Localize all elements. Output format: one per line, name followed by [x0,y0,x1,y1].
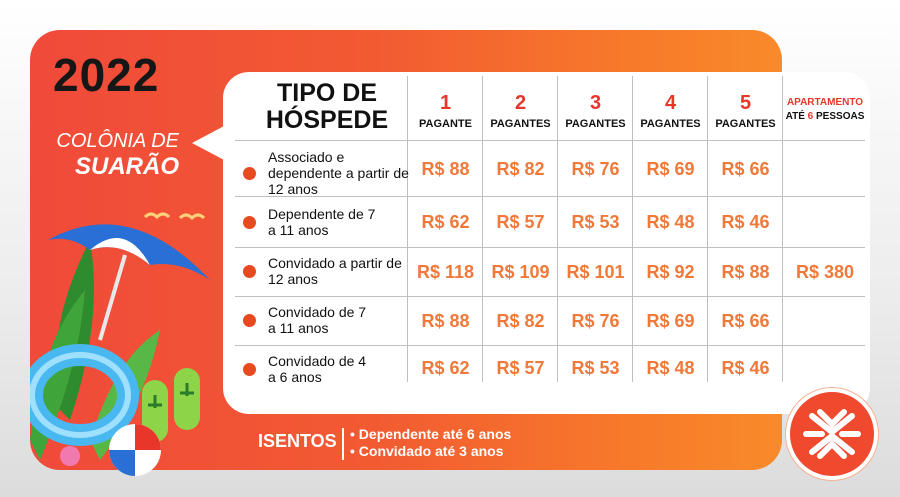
table-row-label [243,353,368,385]
price-cell: R$ 101 [566,262,625,282]
isentos-divider [342,428,344,460]
row-divider [235,140,865,141]
table-row-label [243,255,403,287]
row-divider [235,345,865,346]
price-cell: R$ 66 [721,311,770,331]
price-cell: R$ 76 [571,311,620,331]
price-cell: R$ 53 [571,358,620,378]
row-divider [235,296,865,297]
price-cell: R$ 48 [646,358,695,378]
price-cell: R$ 62 [421,358,470,378]
apartment-pre: ATÉ [785,111,808,122]
place-line2: SUARÃO [74,153,179,180]
seagull-icon [180,215,204,218]
bullet-icon [243,314,256,327]
umbrella-icon [48,224,210,280]
seagull-icon [145,214,169,217]
row-divider [235,247,865,248]
col-header-apartment [783,96,867,124]
logo-mark-icon [790,392,874,476]
price-cell: R$ 82 [496,159,545,179]
col-label: PAGANTES [490,118,551,130]
apartment-num: 6 [807,111,814,122]
bullet-icon [243,363,256,376]
price-cell: R$ 109 [491,262,550,282]
table-row-label [243,304,373,336]
price-cell: R$ 118 [416,262,475,282]
row-label-text: Dependente de 7 a 11 anos [268,206,376,238]
place-title [44,128,179,180]
price-cell: R$ 62 [421,212,470,232]
flip-flop-icon [174,368,200,430]
guest-type-header-line1: TIPO DE [276,79,377,107]
price-cell: R$ 57 [496,358,545,378]
price-cell: R$ 88 [421,311,470,331]
row-label-text: Convidado de 4 a 6 anos [268,353,367,385]
row-label-text: Convidado de 7 a 11 anos [268,304,367,336]
col-header-5 [708,92,783,130]
row-label-text: Convidado a partir de 12 anos [268,255,402,287]
price-cell: R$ 53 [571,212,620,232]
price-cell: R$ 46 [721,358,770,378]
price-cell: R$ 57 [496,212,545,232]
col-label: PAGANTES [715,118,776,130]
price-cell: R$ 48 [646,212,695,232]
isentos-title: ISENTOS [258,431,337,451]
table-row-label [243,206,378,238]
col-number: 2 [514,92,527,114]
beach-illustration [30,180,230,480]
row-label-text: Associado e dependente a partir de 12 anos [268,149,409,197]
apartment-price-cell: R$ 380 [795,262,855,282]
card-pointer [192,125,226,161]
year-title: 2022 [53,49,160,101]
col-number: 3 [589,92,602,114]
col-number: 1 [439,92,452,114]
table-row-label [243,149,418,197]
guest-type-header [262,80,392,134]
price-cell: R$ 76 [571,159,620,179]
apartment-label: APARTAMENTO [786,97,864,108]
col-header-1 [408,92,483,130]
price-cell: R$ 69 [646,159,695,179]
col-header-4 [633,92,708,130]
bullet-icon [243,167,256,180]
isentos-item: • Convidado até 3 anos [350,443,511,460]
apartment-post: PESSOAS [813,111,865,122]
place-line1: COLÔNIA DE [56,130,179,152]
brand-logo [786,388,878,480]
col-header-3 [558,92,633,130]
bullet-icon [243,216,256,229]
bullet-icon [243,265,256,278]
col-label: PAGANTE [419,118,472,130]
isentos-list [350,426,511,460]
price-cell: R$ 66 [721,159,770,179]
col-label: PAGANTES [640,118,701,130]
col-number: 5 [739,92,752,114]
col-number: 4 [664,92,677,114]
price-cell: R$ 69 [646,311,695,331]
col-label: PAGANTES [565,118,626,130]
col-header-2 [483,92,558,130]
price-cell: R$ 46 [721,212,770,232]
price-cell: R$ 88 [721,262,770,282]
price-cell: R$ 88 [421,159,470,179]
guest-type-header-line2: HÓSPEDE [265,106,389,134]
flower-icon [60,446,80,466]
price-cell: R$ 92 [646,262,695,282]
price-cell: R$ 82 [496,311,545,331]
isentos-item: • Dependente até 6 anos [350,426,511,443]
